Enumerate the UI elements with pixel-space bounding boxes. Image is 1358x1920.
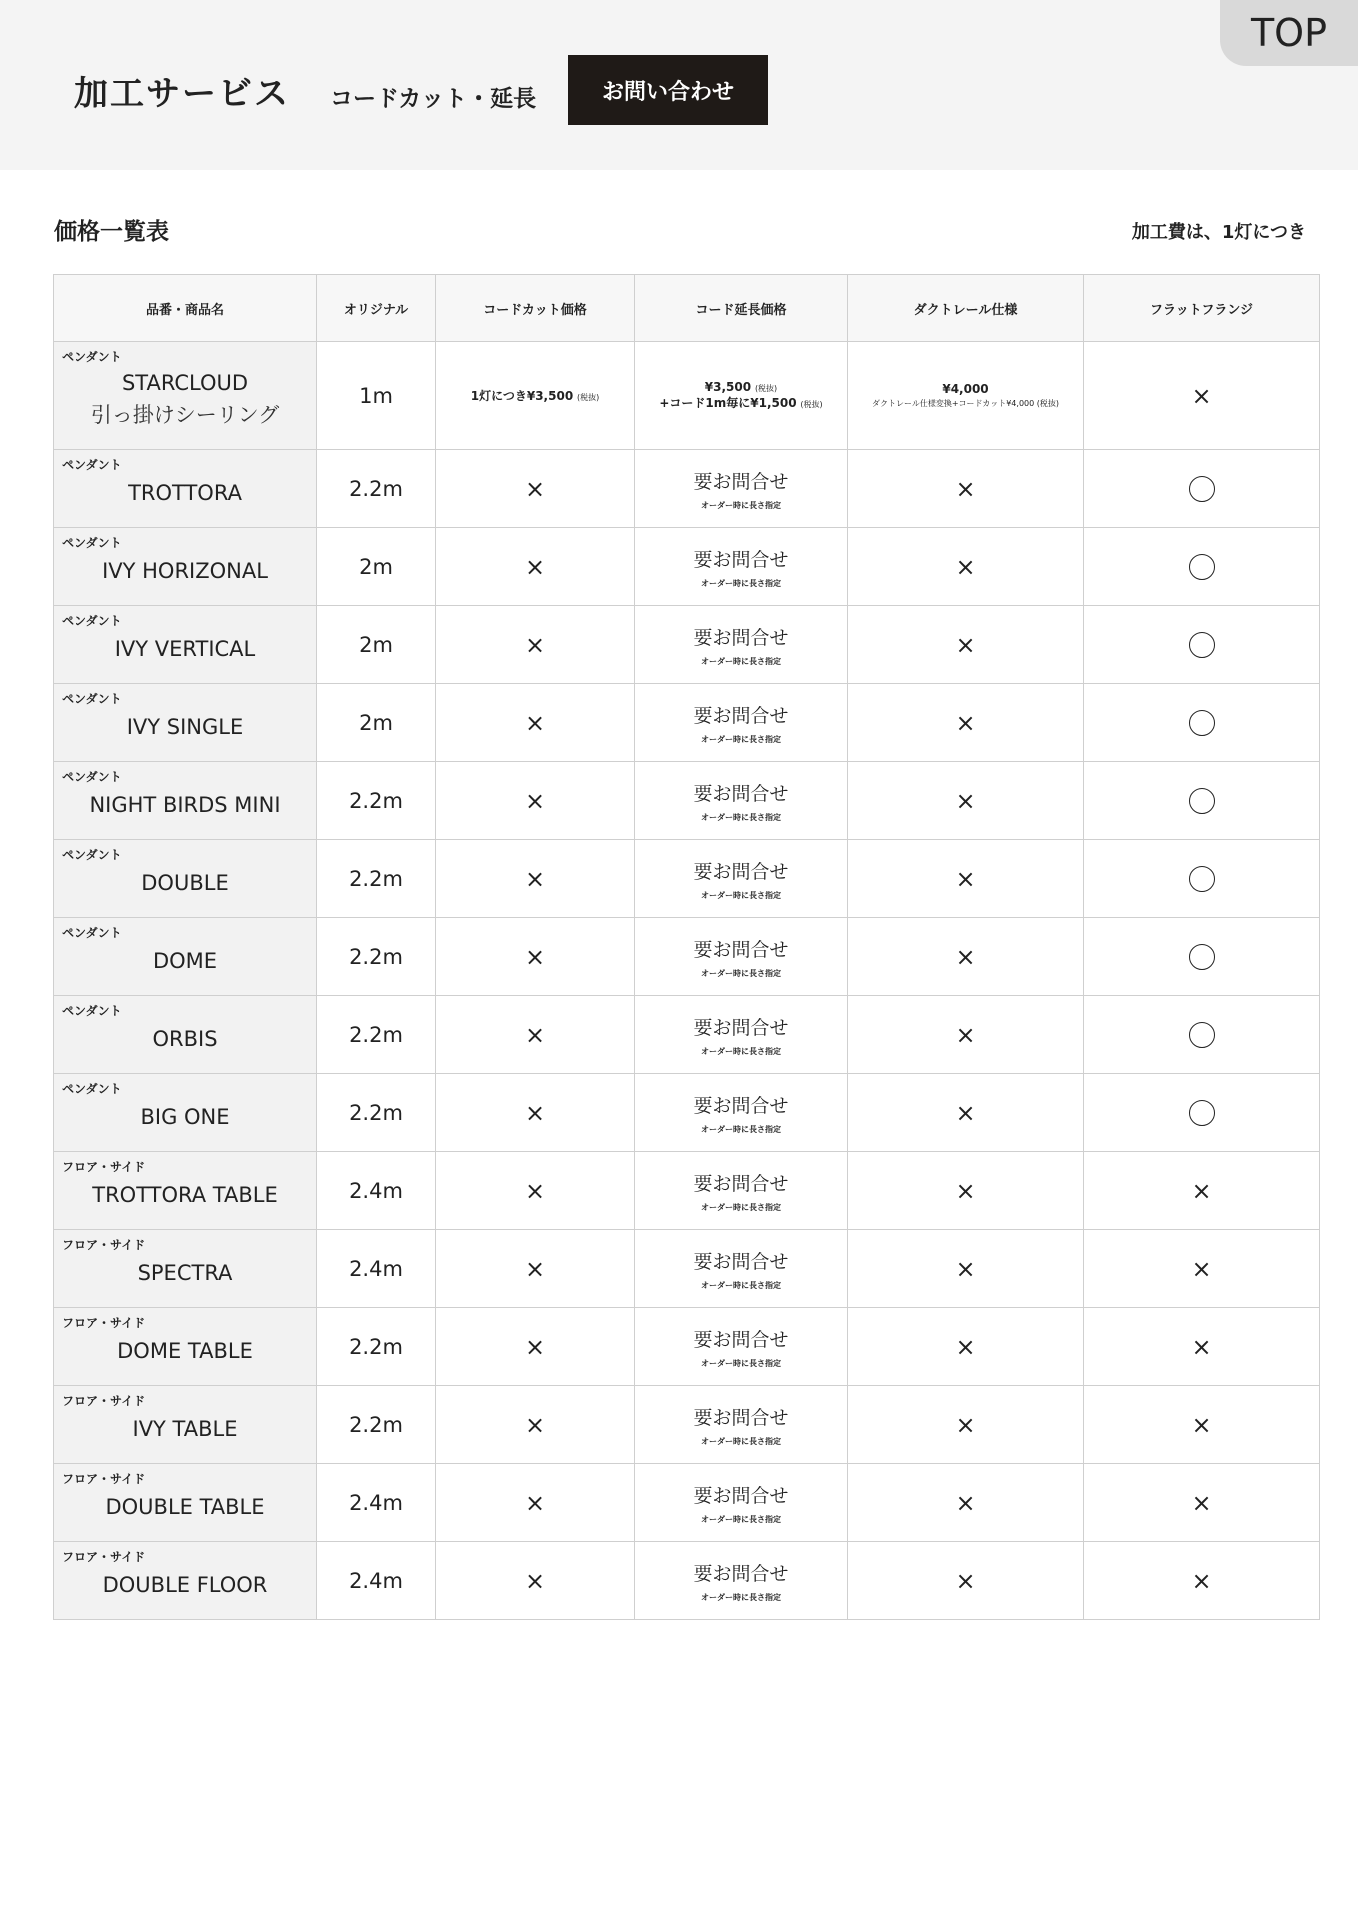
product-category: フロア・サイド: [62, 1160, 146, 1174]
circle-mark: [1189, 1100, 1215, 1126]
cord-cut-price: [436, 1386, 635, 1464]
header-cord-extension: コード延長価格: [635, 275, 848, 342]
inquiry-text: 要お問合せ: [693, 1250, 789, 1273]
cord-extension-price: [635, 606, 848, 684]
cross-mark: ×: [955, 1488, 976, 1517]
flat-flange-cell: [1084, 1386, 1320, 1464]
duct-note: ダクトレール仕様変換+コードカット¥4,000 (税抜): [872, 399, 1059, 408]
product-name: ORBIS: [152, 1026, 218, 1051]
product-name: IVY SINGLE: [126, 714, 244, 739]
cross-mark: ×: [524, 474, 546, 503]
cross-mark: ×: [1191, 1410, 1212, 1439]
cross-mark: ×: [955, 942, 976, 971]
header-product-name: 品番・商品名: [54, 275, 317, 342]
cord-extension-price: [635, 528, 848, 606]
product-category: フロア・サイド: [62, 1394, 146, 1408]
header-duct-rail: ダクトレール仕様: [848, 275, 1084, 342]
original-length: 2.2m: [317, 996, 436, 1074]
cross-mark: ×: [524, 630, 546, 659]
inquiry-text: 要お問合せ: [693, 704, 789, 727]
cross-mark: ×: [955, 1176, 976, 1205]
inquiry-text: 要お問合せ: [693, 938, 789, 961]
page-title: 加工サービス: [74, 74, 290, 114]
product-name: TROTTORA: [128, 480, 242, 505]
cross-mark: ×: [1191, 1254, 1212, 1283]
cross-mark: ×: [955, 1410, 976, 1439]
inquiry-text: 要お問合せ: [693, 548, 789, 571]
flat-flange-cell: [1084, 528, 1320, 606]
cross-mark: ×: [524, 1410, 546, 1439]
cross-mark: ×: [1191, 1488, 1212, 1517]
product-name-cell: [54, 1464, 317, 1542]
flat-flange-cell: [1084, 1230, 1320, 1308]
cut-price-text: 1灯につき¥3,500: [470, 389, 574, 403]
cord-extension-price: [635, 450, 848, 528]
product-category: ペンダント: [62, 926, 122, 940]
original-length: 2.4m: [317, 1464, 436, 1542]
cord-extension-price: [635, 1308, 848, 1386]
product-category: フロア・サイド: [62, 1550, 146, 1564]
cross-mark: ×: [955, 1566, 976, 1595]
cord-extension-price: [635, 1074, 848, 1152]
ext-tax-note2: (税抜): [800, 400, 823, 409]
cord-cut-price: [436, 1464, 635, 1542]
cord-cut-price: [436, 1230, 635, 1308]
product-name-cell: [54, 606, 317, 684]
inquiry-text: 要お問合せ: [693, 1016, 789, 1039]
inquiry-note: オーダー時に長さ指定: [701, 1280, 781, 1290]
table-row: [54, 1074, 1320, 1152]
original-length: 2.2m: [317, 840, 436, 918]
product-name-cell: [54, 918, 317, 996]
cross-mark: ×: [955, 1332, 976, 1361]
duct-rail-price: [848, 840, 1084, 918]
table-row: [54, 762, 1320, 840]
cord-extension-price: [635, 1230, 848, 1308]
flat-flange-cell: [1084, 342, 1320, 450]
cross-mark: ×: [1191, 1176, 1212, 1205]
original-length: 2.2m: [317, 450, 436, 528]
flat-flange-cell: [1084, 996, 1320, 1074]
page-header: [0, 0, 1358, 170]
cross-mark: ×: [955, 786, 976, 815]
inquiry-note: オーダー時に長さ指定: [701, 1592, 781, 1602]
circle-mark: [1189, 944, 1215, 970]
product-name-cell: [54, 450, 317, 528]
duct-rail-price: [848, 1464, 1084, 1542]
top-link[interactable]: TOP: [1220, 0, 1358, 66]
inquiry-note: オーダー時に長さ指定: [701, 1046, 781, 1056]
table-row: [54, 1542, 1320, 1620]
product-name: SPECTRA: [137, 1260, 233, 1285]
table-row: [54, 684, 1320, 762]
product-name-cell: [54, 1386, 317, 1464]
product-name: DOUBLE FLOOR: [102, 1572, 268, 1597]
flat-flange-cell: [1084, 1074, 1320, 1152]
table-row: [54, 996, 1320, 1074]
circle-mark: [1189, 632, 1215, 658]
product-name: IVY TABLE: [132, 1416, 238, 1441]
cross-mark: ×: [524, 786, 546, 815]
cord-cut-price: [436, 342, 635, 450]
cord-extension-price: [635, 1542, 848, 1620]
cord-cut-price: [436, 762, 635, 840]
original-length: 2.4m: [317, 1230, 436, 1308]
inquiry-text: 要お問合せ: [693, 1562, 789, 1585]
inquiry-text: 要お問合せ: [693, 1328, 789, 1351]
product-category: ペンダント: [62, 1082, 122, 1096]
ext-price-line1: ¥3,500: [704, 380, 752, 394]
table-row: [54, 840, 1320, 918]
cross-mark: ×: [955, 1020, 976, 1049]
flat-flange-cell: [1084, 918, 1320, 996]
cross-mark: ×: [955, 1098, 976, 1127]
duct-rail-price: [848, 1074, 1084, 1152]
product-name-cell: [54, 1542, 317, 1620]
cross-mark: ×: [524, 1098, 546, 1127]
flat-flange-cell: [1084, 450, 1320, 528]
cross-mark: ×: [955, 1254, 976, 1283]
section-title: 価格一覧表: [54, 219, 169, 245]
table-row: [54, 1386, 1320, 1464]
inquiry-note: オーダー時に長さ指定: [701, 1202, 781, 1212]
original-length: 2.2m: [317, 762, 436, 840]
product-category: ペンダント: [62, 536, 122, 550]
cord-extension-price: [635, 918, 848, 996]
duct-rail-price: [848, 450, 1084, 528]
table-row: [54, 606, 1320, 684]
cord-extension-price: [635, 1386, 848, 1464]
table-row: [54, 918, 1320, 996]
cord-cut-price: [436, 1152, 635, 1230]
product-category: フロア・サイド: [62, 1316, 146, 1330]
product-category: ペンダント: [62, 614, 122, 628]
duct-rail-price: [848, 606, 1084, 684]
inquiry-text: 要お問合せ: [693, 860, 789, 883]
inquiry-note: オーダー時に長さ指定: [701, 890, 781, 900]
table-row: [54, 528, 1320, 606]
table-row: [54, 1152, 1320, 1230]
cross-mark: ×: [524, 1254, 546, 1283]
cord-extension-price: [635, 762, 848, 840]
inquiry-text: 要お問合せ: [693, 1406, 789, 1429]
flat-flange-cell: [1084, 606, 1320, 684]
inquiry-note: オーダー時に長さ指定: [701, 578, 781, 588]
inquiry-note: オーダー時に長さ指定: [701, 968, 781, 978]
duct-rail-price: [848, 1308, 1084, 1386]
duct-rail-price: [848, 1542, 1084, 1620]
cross-mark: ×: [524, 1488, 546, 1517]
original-length: 2.2m: [317, 1386, 436, 1464]
duct-rail-price: [848, 762, 1084, 840]
table-row: [54, 342, 1320, 450]
cross-mark: ×: [955, 708, 976, 737]
duct-rail-price: [848, 684, 1084, 762]
product-category: ペンダント: [62, 848, 122, 862]
product-name-cell: [54, 762, 317, 840]
inquiry-note: オーダー時に長さ指定: [701, 500, 781, 510]
original-length: 2.2m: [317, 1074, 436, 1152]
duct-rail-price: [848, 1152, 1084, 1230]
product-name-cell: [54, 840, 317, 918]
table-header-row: [54, 275, 1320, 342]
inquiry-text: 要お問合せ: [693, 1172, 789, 1195]
cross-mark: ×: [524, 1020, 546, 1049]
original-length: 2m: [317, 606, 436, 684]
original-length: 2.4m: [317, 1542, 436, 1620]
inquiry-text: 要お問合せ: [693, 626, 789, 649]
duct-rail-price: [848, 1386, 1084, 1464]
inquiry-text: 要お問合せ: [693, 1094, 789, 1117]
cross-mark: ×: [524, 552, 546, 581]
circle-mark: [1189, 788, 1215, 814]
product-name-cell: [54, 1152, 317, 1230]
inquiry-note: オーダー時に長さ指定: [701, 1436, 781, 1446]
cord-cut-price: [436, 996, 635, 1074]
duct-price: ¥4,000: [942, 382, 989, 396]
product-name-sub: 引っ掛けシーリング: [90, 402, 280, 427]
cord-extension-price: [635, 1152, 848, 1230]
flat-flange-cell: [1084, 1542, 1320, 1620]
cord-extension-price: [635, 1464, 848, 1542]
inquiry-text: 要お問合せ: [693, 782, 789, 805]
original-length: 2.2m: [317, 918, 436, 996]
inquiry-note: オーダー時に長さ指定: [701, 656, 781, 666]
ext-tax-note1: (税抜): [754, 384, 778, 393]
product-category: ペンダント: [62, 350, 122, 364]
product-name: STARCLOUD: [121, 370, 249, 395]
product-name-cell: [54, 1308, 317, 1386]
inquiry-note: オーダー時に長さ指定: [701, 1124, 781, 1134]
original-length: 2m: [317, 684, 436, 762]
product-name-cell: [54, 528, 317, 606]
header-cord-cut: コードカット価格: [436, 275, 635, 342]
product-category: ペンダント: [62, 770, 122, 784]
cross-mark: ×: [1191, 1566, 1212, 1595]
duct-rail-price: [848, 918, 1084, 996]
duct-rail-price: [848, 528, 1084, 606]
product-name-cell: [54, 684, 317, 762]
duct-rail-price: [848, 342, 1084, 450]
original-length: 1m: [317, 342, 436, 450]
product-name: IVY VERTICAL: [114, 636, 256, 661]
cross-mark: ×: [524, 1566, 546, 1595]
flat-flange-cell: [1084, 762, 1320, 840]
product-name: DOUBLE TABLE: [105, 1494, 265, 1519]
ext-price-line2: +コード1m毎に¥1,500: [659, 396, 797, 410]
cord-cut-price: [436, 1308, 635, 1386]
header-flat-flange: フラットフランジ: [1084, 275, 1320, 342]
inquiry-note: オーダー時に長さ指定: [701, 734, 781, 744]
cross-mark: ×: [1191, 1332, 1212, 1361]
circle-mark: [1189, 866, 1215, 892]
cross-mark: ×: [955, 630, 976, 659]
product-name: DOUBLE: [141, 870, 229, 895]
original-length: 2.4m: [317, 1152, 436, 1230]
inquiry-note: オーダー時に長さ指定: [701, 1358, 781, 1368]
cord-extension-price: [635, 840, 848, 918]
cord-cut-price: [436, 684, 635, 762]
product-name: NIGHT BIRDS MINI: [89, 792, 281, 817]
cord-extension-price: [635, 684, 848, 762]
product-name: IVY HORIZONAL: [102, 558, 268, 583]
cord-cut-price: [436, 1542, 635, 1620]
product-category: ペンダント: [62, 458, 122, 472]
product-name-cell: [54, 1230, 317, 1308]
inquiry-text: 要お問合せ: [693, 1484, 789, 1507]
product-category: ペンダント: [62, 692, 122, 706]
section-note: 加工費は、1灯につき: [1131, 222, 1306, 243]
duct-rail-price: [848, 1230, 1084, 1308]
cross-mark: ×: [955, 864, 976, 893]
product-category: フロア・サイド: [62, 1472, 146, 1486]
cord-extension-price: [635, 342, 848, 450]
flat-flange-cell: [1084, 1308, 1320, 1386]
cross-mark: ×: [955, 552, 976, 581]
circle-mark: [1189, 554, 1215, 580]
cross-mark: ×: [524, 864, 546, 893]
inquiry-text: 要お問合せ: [693, 470, 789, 493]
cross-mark: ×: [524, 942, 546, 971]
flat-flange-cell: [1084, 840, 1320, 918]
cord-cut-price: [436, 450, 635, 528]
cord-cut-price: [436, 528, 635, 606]
cord-cut-price: [436, 606, 635, 684]
flat-flange-cell: [1084, 1464, 1320, 1542]
cross-mark: ×: [524, 708, 546, 737]
product-name-cell: [54, 1074, 317, 1152]
flat-flange-cell: [1084, 684, 1320, 762]
product-name: DOME: [152, 948, 218, 973]
cut-tax-note: (税抜): [577, 393, 600, 402]
inquiry-note: オーダー時に長さ指定: [701, 812, 781, 822]
cord-cut-price: [436, 840, 635, 918]
cord-cut-price: [436, 918, 635, 996]
original-length: 2m: [317, 528, 436, 606]
cord-extension-price: [635, 996, 848, 1074]
cross-mark: ×: [524, 1176, 546, 1205]
table-row: [54, 450, 1320, 528]
table-row: [54, 1230, 1320, 1308]
cross-mark: ×: [1191, 381, 1212, 410]
duct-rail-price: [848, 996, 1084, 1074]
circle-mark: [1189, 710, 1215, 736]
product-name-cell: [54, 342, 317, 450]
circle-mark: [1189, 476, 1215, 502]
product-category: フロア・サイド: [62, 1238, 146, 1252]
product-category: ペンダント: [62, 1004, 122, 1018]
original-length: 2.2m: [317, 1308, 436, 1386]
contact-button[interactable]: お問い合わせ: [568, 55, 768, 125]
product-name: DOME TABLE: [117, 1338, 253, 1363]
cross-mark: ×: [524, 1332, 546, 1361]
cord-cut-price: [436, 1074, 635, 1152]
product-name-cell: [54, 996, 317, 1074]
header-original: オリジナル: [317, 275, 436, 342]
circle-mark: [1189, 1022, 1215, 1048]
inquiry-note: オーダー時に長さ指定: [701, 1514, 781, 1524]
price-table: [53, 274, 1320, 1620]
cross-mark: ×: [955, 474, 976, 503]
flat-flange-cell: [1084, 1152, 1320, 1230]
page-subtitle: コードカット・延長: [330, 86, 537, 112]
product-name: BIG ONE: [140, 1104, 230, 1129]
table-row: [54, 1464, 1320, 1542]
table-row: [54, 1308, 1320, 1386]
product-name: TROTTORA TABLE: [92, 1182, 278, 1207]
